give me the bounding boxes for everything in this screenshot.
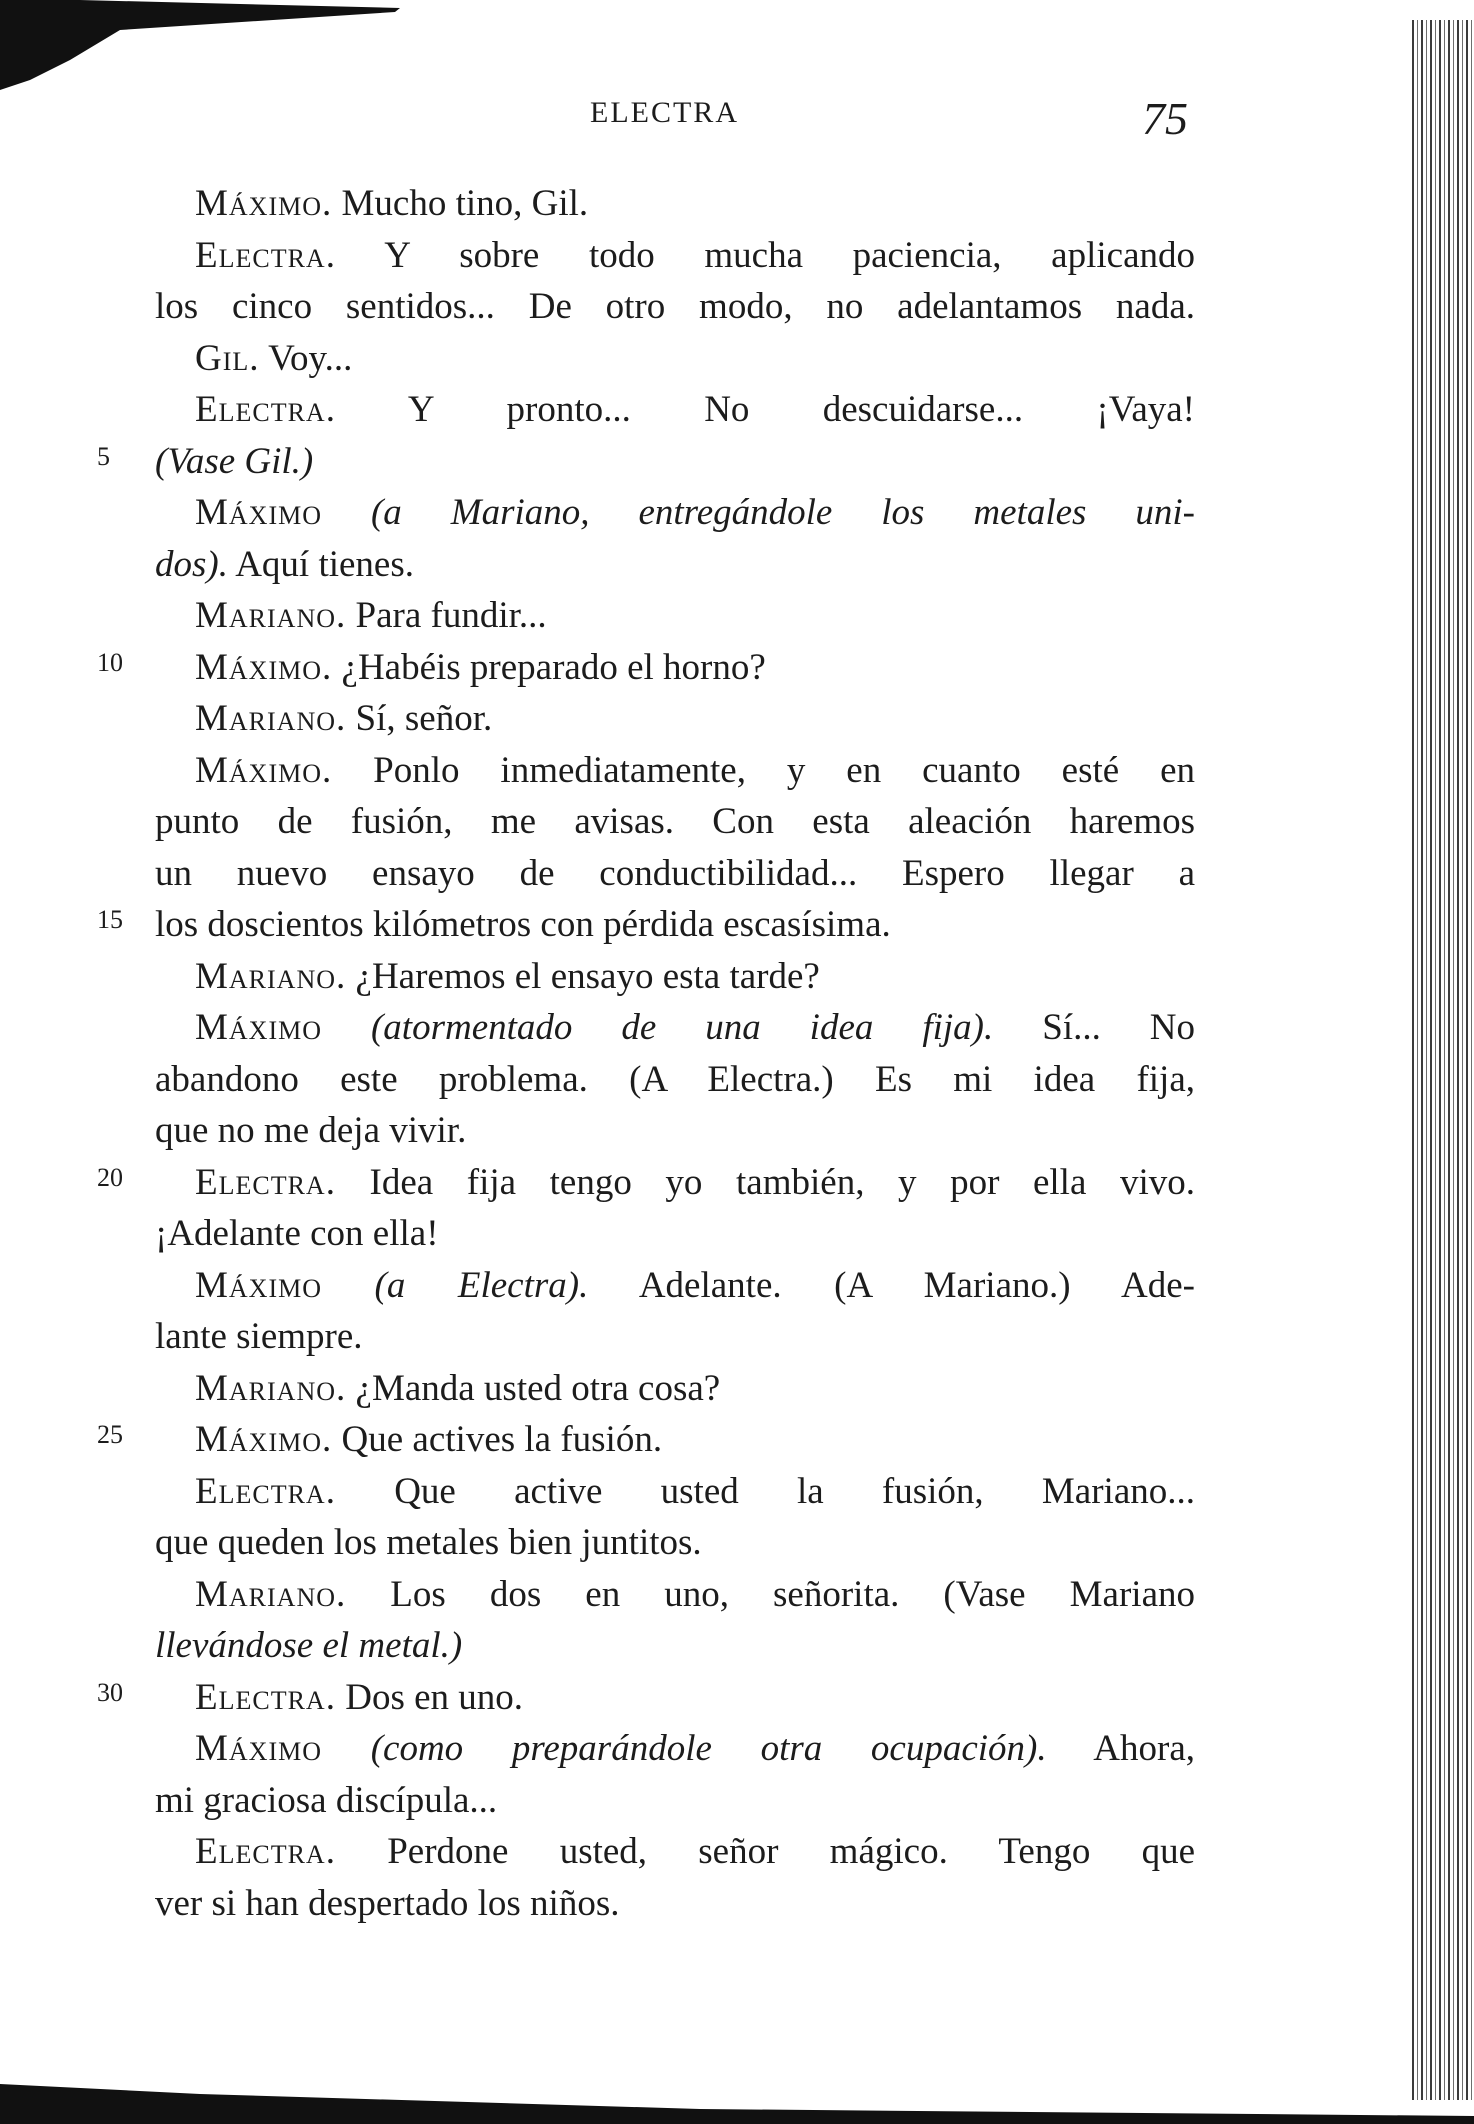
play-text [97, 178, 1195, 1929]
dialogue-text: ¿Habéis preparado el horno? [332, 646, 766, 688]
text-line [155, 1466, 1195, 1518]
dialogue-text: Y pronto... No descuidarse... ¡Vaya! [335, 389, 1195, 430]
speaker-name: Electra. [195, 1676, 336, 1718]
text-line [155, 693, 1195, 745]
text-line [155, 745, 1195, 797]
dialogue-text: mi graciosa discípula... [155, 1779, 498, 1821]
dialogue-text: ver si han despertado los niños. [155, 1882, 620, 1924]
text-line [155, 178, 1195, 230]
text-line [155, 1002, 1195, 1054]
running-title: ELECTRA [590, 96, 739, 129]
page-number: 75 [1142, 93, 1188, 144]
stage-direction: dos). [155, 543, 228, 585]
speaker-name: Electra. [195, 1470, 336, 1512]
dialogue-text: Adelante. (A Mariano.) Ade- [588, 1264, 1195, 1306]
speaker-name: Electra. [195, 1831, 336, 1872]
speaker-name: Máximo. [195, 646, 333, 688]
text-line [155, 1208, 1195, 1260]
speaker-name: Electra. [195, 389, 336, 430]
dialogue-text: que no me deja vivir. [155, 1110, 467, 1151]
text-line [155, 539, 1195, 591]
dialogue-text: los doscientos kilómetros con pérdida escasísima. [155, 904, 891, 945]
text-line [155, 951, 1195, 1003]
dialogue-text: Ponlo inmediatamente, y en cuanto esté en [332, 749, 1195, 791]
dialogue-text: Sí, señor. [346, 698, 493, 739]
text-line [97, 1414, 1195, 1466]
dialogue-text: un nuevo ensayo de conductibilidad... Espero llegar a [155, 852, 1195, 894]
speaker-name: Gil. [195, 337, 260, 379]
line-number: 10 [97, 647, 123, 677]
stage-direction: llevándose el metal.) [155, 1625, 463, 1666]
stage-direction: (Vase Gil.) [155, 440, 314, 482]
dialogue-text: Mucho tino, Gil. [332, 183, 589, 224]
dialogue-text: Dos en uno. [335, 1676, 524, 1718]
text-line [155, 1775, 1195, 1827]
speaker-name: Máximo [195, 492, 323, 533]
text-line [155, 1260, 1195, 1312]
text-line [97, 642, 1195, 694]
dialogue-text: los cinco sentidos... De otro modo, no adelantamos nada. [155, 286, 1195, 327]
dialogue-text: lante siempre. [155, 1316, 363, 1357]
text-line [97, 899, 1195, 951]
dialogue-text: Ahora, [1046, 1728, 1195, 1769]
text-line [155, 1569, 1195, 1621]
text-line [97, 436, 1195, 488]
speaker-name: Mariano. [195, 1367, 347, 1409]
line-number: 20 [97, 1162, 123, 1192]
dialogue-text: ¿Manda usted otra cosa? [346, 1367, 721, 1409]
dialogue-text: ¡Adelante con ella! [155, 1213, 439, 1254]
dialogue-text: Aquí tienes. [227, 543, 414, 585]
text-line [155, 1311, 1195, 1363]
scan-shadow-corner [0, 0, 400, 90]
dialogue-text: punto de fusión, me avisas. Con esta aleación haremos [155, 801, 1195, 842]
speaker-name: Máximo. [195, 749, 333, 791]
speaker-name: Máximo [195, 1728, 323, 1769]
dialogue-text: Idea fija tengo yo también, y por ella vivo. [335, 1161, 1195, 1203]
speaker-name: Mariano. [195, 1573, 347, 1615]
dialogue-text: Voy... [259, 337, 353, 379]
book-spine-edge [1412, 20, 1474, 2100]
line-number: 30 [97, 1677, 123, 1707]
text-line [155, 281, 1195, 333]
speaker-name: Máximo. [195, 183, 333, 224]
speaker-name: Mariano. [195, 595, 347, 636]
dialogue-text: ¿Haremos el ensayo esta tarde? [346, 955, 820, 997]
text-line [155, 1105, 1195, 1157]
text-line [155, 796, 1195, 848]
text-line [155, 1723, 1195, 1775]
text-line [97, 1157, 1195, 1209]
line-number: 5 [97, 441, 110, 471]
dialogue-text: Perdone usted, señor mágico. Tengo que [335, 1831, 1195, 1872]
text-line [155, 848, 1195, 900]
text-line [155, 384, 1195, 436]
scan-shadow-bottom [0, 2064, 1474, 2124]
text-line [155, 1878, 1195, 1930]
dialogue-text: abandono este problema. (A Electra.) Es mi idea fija, [155, 1058, 1195, 1100]
text-line [155, 487, 1195, 539]
text-line [155, 230, 1195, 282]
dialogue-text: que queden los metales bien juntitos. [155, 1522, 702, 1563]
speaker-name: Máximo [195, 1007, 323, 1048]
speaker-name: Máximo [195, 1264, 323, 1306]
dialogue-text: Para fundir... [346, 595, 547, 636]
stage-direction: (como preparándole otra ocupación). [322, 1728, 1047, 1769]
speaker-name: Mariano. [195, 698, 347, 739]
dialogue-text: Que actives la fusión. [332, 1419, 663, 1460]
text-line [97, 1672, 1195, 1724]
dialogue-text: Los dos en uno, señorita. (Vase Mariano [346, 1573, 1195, 1615]
text-line [155, 1620, 1195, 1672]
stage-direction: (a Electra). [322, 1264, 589, 1306]
speaker-name: Electra. [195, 234, 336, 276]
speaker-name: Máximo. [195, 1419, 333, 1460]
text-line [155, 1517, 1195, 1569]
speaker-name: Mariano. [195, 955, 347, 997]
dialogue-text: Y sobre todo mucha paciencia, aplicando [335, 234, 1195, 276]
stage-direction: (a Mariano, entregándole los metales uni- [322, 492, 1195, 533]
line-number: 15 [97, 905, 123, 934]
line-number: 25 [97, 1420, 123, 1449]
text-line [155, 1826, 1195, 1878]
text-line [155, 333, 1195, 385]
stage-direction: (atormentado de una idea fija). [322, 1007, 994, 1048]
text-line [155, 1363, 1195, 1415]
speaker-name: Electra. [195, 1161, 336, 1203]
text-line [155, 590, 1195, 642]
dialogue-text: Sí... No [993, 1007, 1195, 1048]
dialogue-text: Que active usted la fusión, Mariano... [335, 1470, 1195, 1512]
text-line [155, 1054, 1195, 1106]
